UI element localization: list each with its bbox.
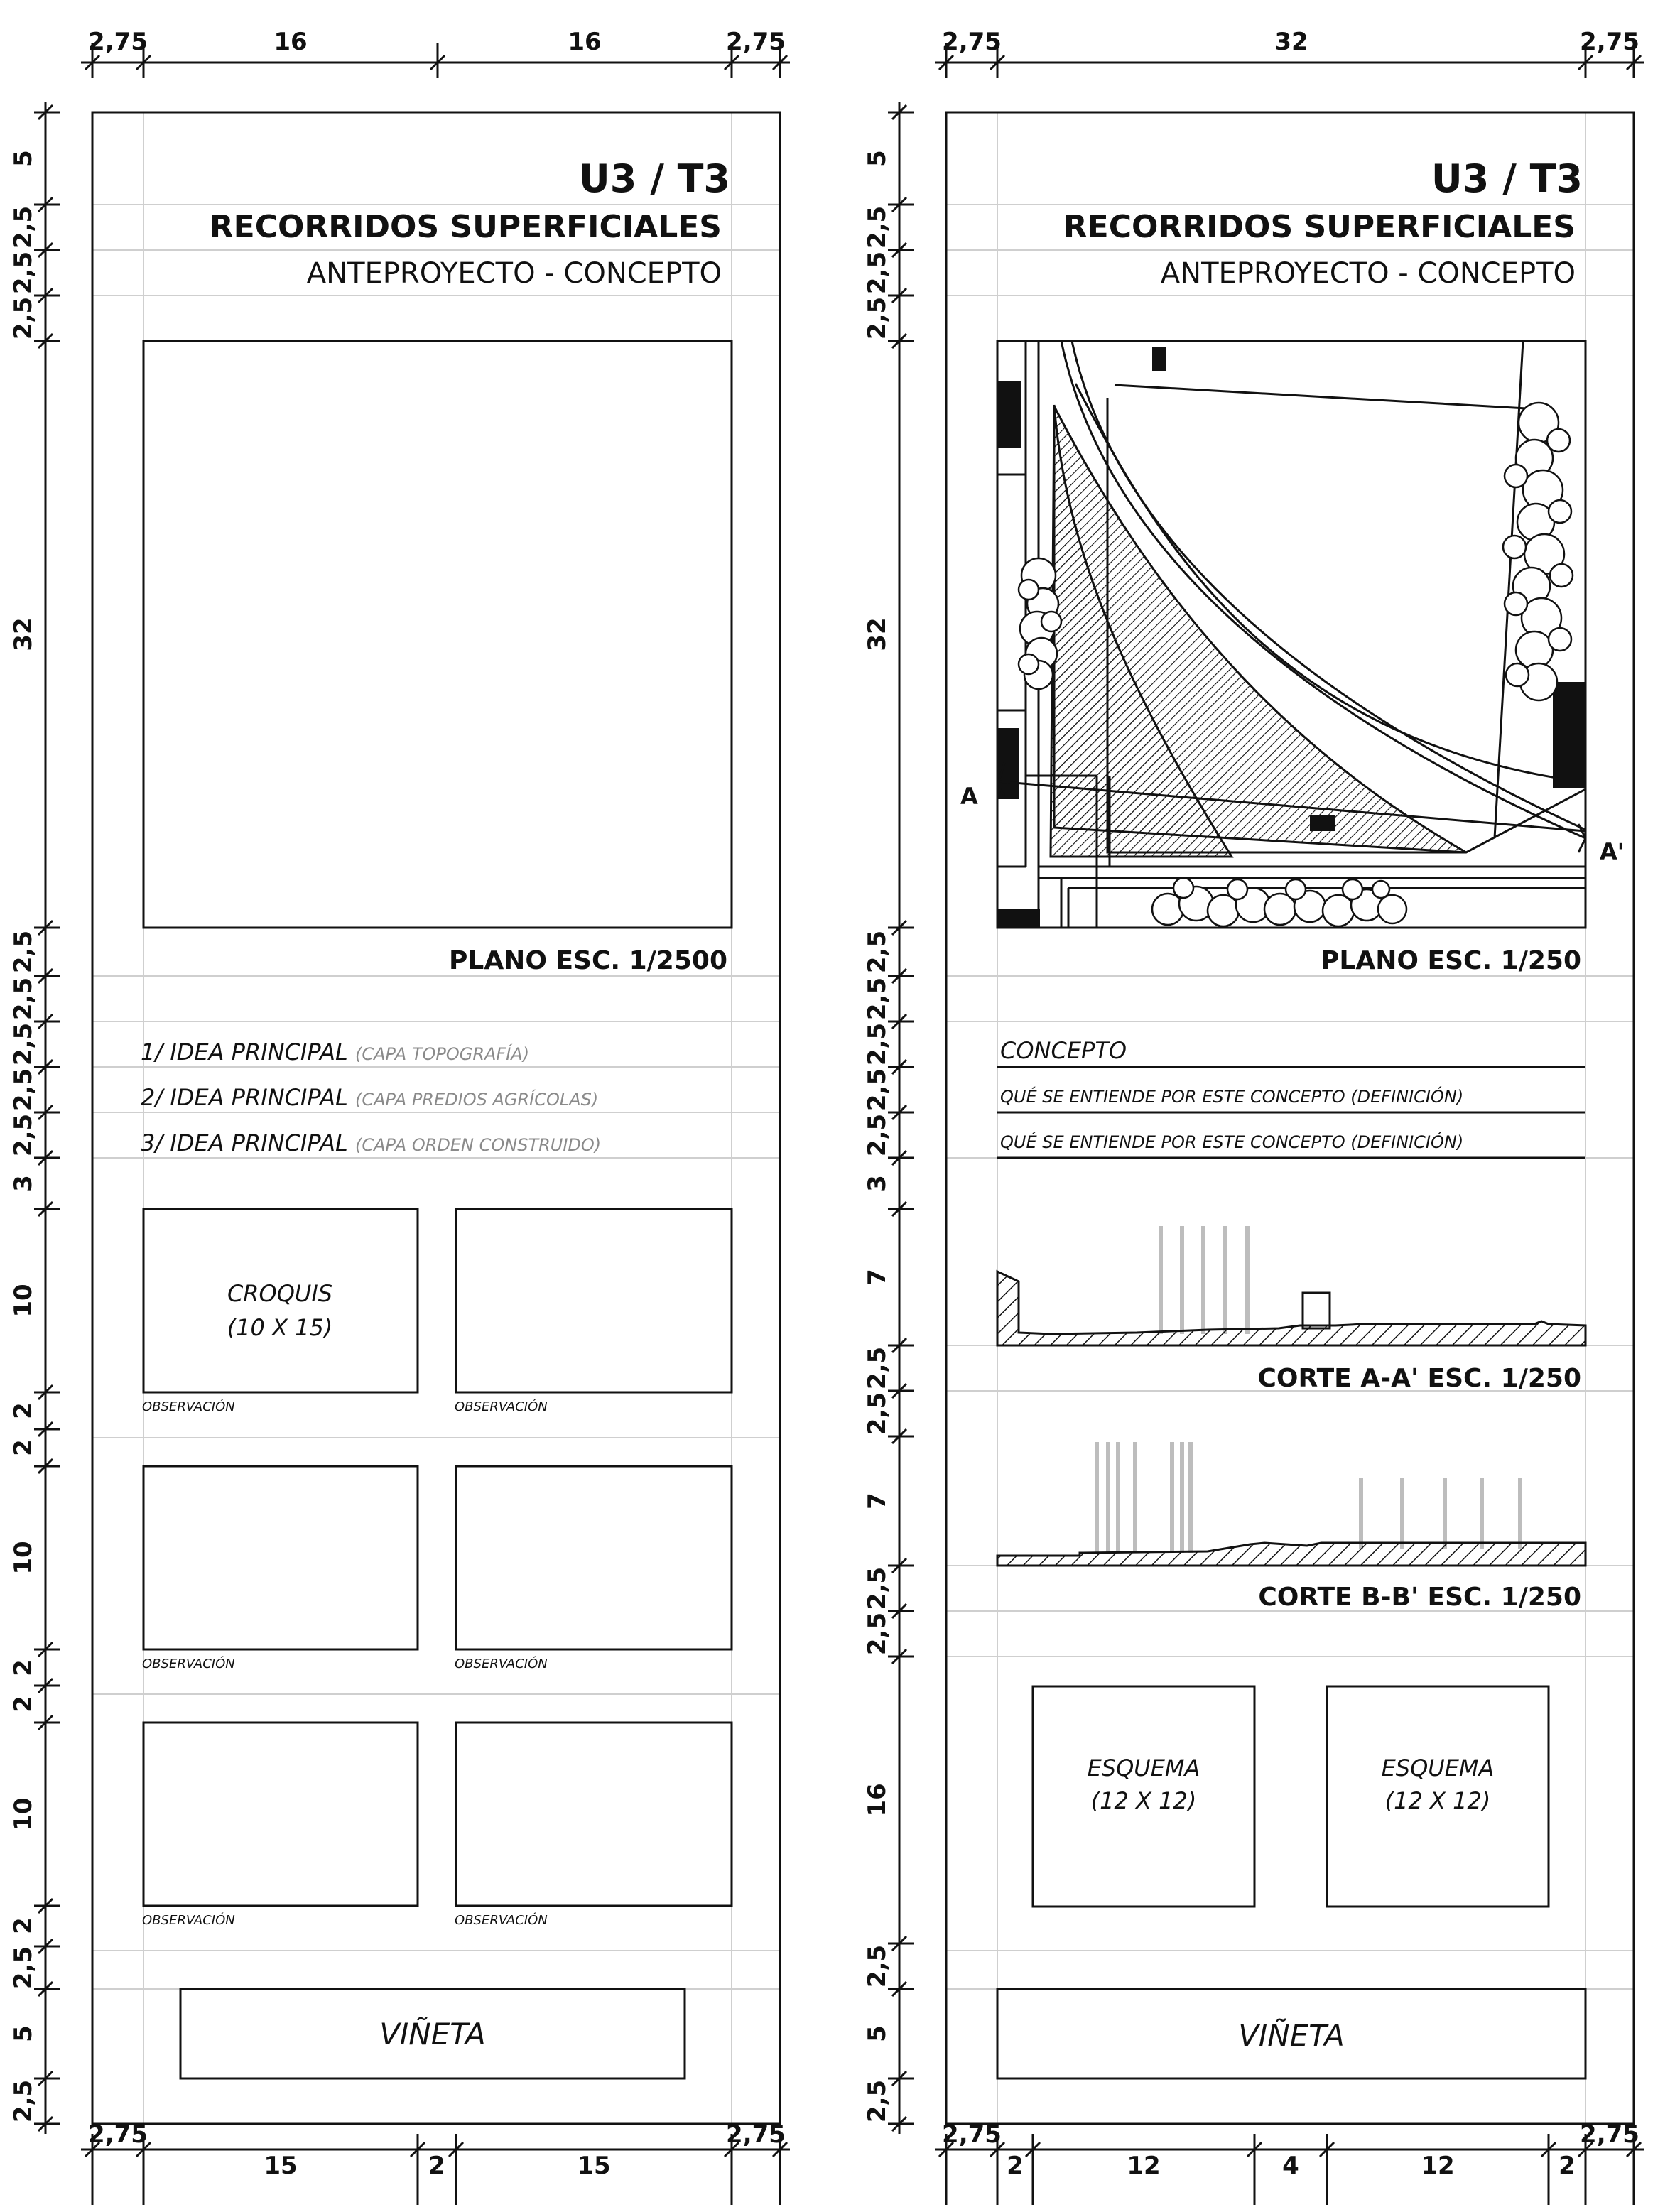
observation-label: OBSERVACIÓN [455, 1399, 548, 1414]
idea-item: 2/ IDEA PRINCIPAL (CAPA PREDIOS AGRÍCOLAS) [141, 1084, 599, 1111]
right-side-dimension-labels [863, 150, 891, 2122]
dimension-label: 7 [863, 1269, 891, 1286]
left-guide-grid [92, 112, 780, 2124]
dimension-label: 2,5 [863, 1113, 891, 1157]
definition-line: QUÉ SE ENTIENDE POR ESTE CONCEPTO (DEFINICIÓN) [1000, 1132, 1464, 1152]
dimension-label: 2,5 [863, 977, 891, 1021]
observation-label: OBSERVACIÓN [142, 1657, 235, 1671]
section-mark-a: A [960, 783, 978, 810]
section-mark-a-prime: A' [1600, 838, 1625, 865]
scheme-size: (12 X 12) [1090, 1787, 1197, 1814]
dimension-label: 4 [1282, 2152, 1299, 2180]
croquis-box [456, 1209, 732, 1392]
croquis-box [456, 1723, 732, 1906]
left-plan-label: PLANO ESC. 1/2500 [449, 946, 727, 975]
dimension-label: 2 [9, 1917, 38, 1934]
dimension-label: 2,5 [863, 1022, 891, 1066]
right-plan-label: PLANO ESC. 1/250 [1321, 946, 1581, 975]
section-b-drawing [997, 1442, 1585, 1566]
dimension-label: 2,5 [9, 205, 38, 249]
observation-label: OBSERVACIÓN [455, 1657, 548, 1671]
croquis-box [456, 1466, 732, 1649]
dimension-label: 2 [9, 1696, 38, 1713]
dimension-label: 5 [863, 150, 891, 167]
dimension-label: 2,5 [863, 930, 891, 974]
right-sheet [863, 28, 1644, 2205]
dimension-label: 2,5 [863, 1392, 891, 1436]
scheme-size: (12 X 12) [1384, 1787, 1491, 1814]
dimension-label: 2,5 [9, 2079, 38, 2123]
dimension-label: 2,5 [863, 2079, 891, 2123]
dimension-label: 2 [9, 1439, 38, 1456]
left-side-dimensions [34, 102, 60, 2134]
left-sheet [9, 28, 790, 2205]
dimension-label: 2,5 [863, 296, 891, 340]
dimension-label: 2,5 [9, 1022, 38, 1066]
croquis-box [143, 1466, 418, 1649]
dimension-label: 2,75 [1580, 2120, 1639, 2149]
dimension-label: 10 [9, 1541, 38, 1575]
dimension-label: 2,75 [726, 2120, 786, 2149]
dimension-label: 2,5 [9, 251, 38, 295]
dimension-label: 32 [1274, 28, 1308, 56]
dimension-label: 2,5 [863, 205, 891, 249]
scheme-label: ESQUEMA [1087, 1755, 1200, 1782]
dimension-label: 15 [264, 2152, 298, 2180]
observation-label: OBSERVACIÓN [142, 1399, 235, 1414]
dimension-label: 15 [577, 2152, 611, 2180]
dimension-label: 2 [9, 1402, 38, 1419]
dimension-label: 5 [863, 2025, 891, 2042]
right-vineta-label: VIÑETA [1238, 2018, 1345, 2053]
observation-label: OBSERVACIÓN [142, 1913, 235, 1928]
dimension-label: 3 [863, 1175, 891, 1192]
dimension-label: 12 [1127, 2152, 1161, 2180]
definition-line: QUÉ SE ENTIENDE POR ESTE CONCEPTO (DEFINICIÓN) [1000, 1087, 1464, 1107]
section-b-label: CORTE B-B' ESC. 1/250 [1258, 1583, 1581, 1612]
dimension-label: 7 [863, 1492, 891, 1509]
dimension-label: 3 [9, 1175, 38, 1192]
dimension-label: 10 [9, 1284, 38, 1318]
dimension-label: 2,75 [726, 28, 786, 56]
right-sheet-title: RECORRIDOS SUPERFICIALES [1063, 209, 1576, 245]
idea-item: 3/ IDEA PRINCIPAL (CAPA ORDEN CONSTRUIDO) [141, 1129, 602, 1156]
dimension-label: 2,75 [88, 28, 148, 56]
left-sheet-subtitle: ANTEPROYECTO - CONCEPTO [306, 257, 722, 290]
scheme-label: ESQUEMA [1381, 1755, 1495, 1782]
idea-item: 1/ IDEA PRINCIPAL (CAPA TOPOGRAFÍA) [141, 1039, 530, 1066]
dimension-label: 2 [428, 2152, 445, 2180]
dimension-label: 16 [568, 28, 602, 56]
observation-label: OBSERVACIÓN [455, 1913, 548, 1928]
dimension-label: 16 [863, 1783, 891, 1817]
dimension-label: 2,5 [863, 1346, 891, 1390]
croquis-box [143, 1723, 418, 1906]
right-sheet-code: U3 / T3 [1431, 156, 1583, 201]
dimension-label: 2,5 [863, 1612, 891, 1656]
dimension-label: 2,5 [863, 1068, 891, 1112]
dimension-label: 2,5 [9, 1946, 38, 1990]
left-sheet-frame [92, 112, 780, 2124]
section-a-drawing [997, 1226, 1585, 1345]
croquis-size: (10 X 15) [227, 1314, 333, 1341]
dimension-label: 32 [863, 617, 891, 651]
dimension-label: 2,5 [9, 977, 38, 1021]
dimension-label: 2,5 [9, 296, 38, 340]
concept-label: CONCEPTO [1000, 1037, 1127, 1064]
section-a-label: CORTE A-A' ESC. 1/250 [1257, 1364, 1581, 1393]
left-sheet-title: RECORRIDOS SUPERFICIALES [209, 209, 722, 245]
left-top-dimensions [81, 43, 790, 78]
right-side-dimensions [888, 102, 914, 2134]
dimension-label: 2 [9, 1659, 38, 1676]
dimension-label: 2 [1007, 2152, 1024, 2180]
left-side-dimension-labels [9, 150, 38, 2122]
dimension-label: 2,5 [863, 1566, 891, 1610]
dimension-label: 2,75 [942, 28, 1002, 56]
dimension-label: 5 [9, 150, 38, 167]
dimension-label: 2 [1559, 2152, 1576, 2180]
left-sheet-code: U3 / T3 [578, 156, 730, 201]
left-vineta-label: VIÑETA [379, 2017, 486, 2051]
dimension-label: 2,5 [9, 1113, 38, 1157]
right-sheet-subtitle: ANTEPROYECTO - CONCEPTO [1160, 257, 1576, 290]
dimension-label: 5 [9, 2025, 38, 2042]
dimension-label: 16 [273, 28, 308, 56]
croquis-label: CROQUIS [227, 1280, 333, 1307]
dimension-label: 2,75 [88, 2120, 148, 2149]
dimension-label: 2,75 [942, 2120, 1002, 2149]
left-plan-box [143, 341, 732, 928]
site-plan-drawing [997, 341, 1587, 928]
dimension-label: 2,5 [863, 1944, 891, 1988]
dimension-label: 2,5 [863, 251, 891, 295]
dimension-label: 2,5 [9, 930, 38, 974]
dimension-label: 2,75 [1580, 28, 1639, 56]
dimension-label: 12 [1421, 2152, 1455, 2180]
dimension-label: 32 [9, 617, 38, 651]
dimension-label: 2,5 [9, 1068, 38, 1112]
dimension-label: 10 [9, 1797, 38, 1831]
